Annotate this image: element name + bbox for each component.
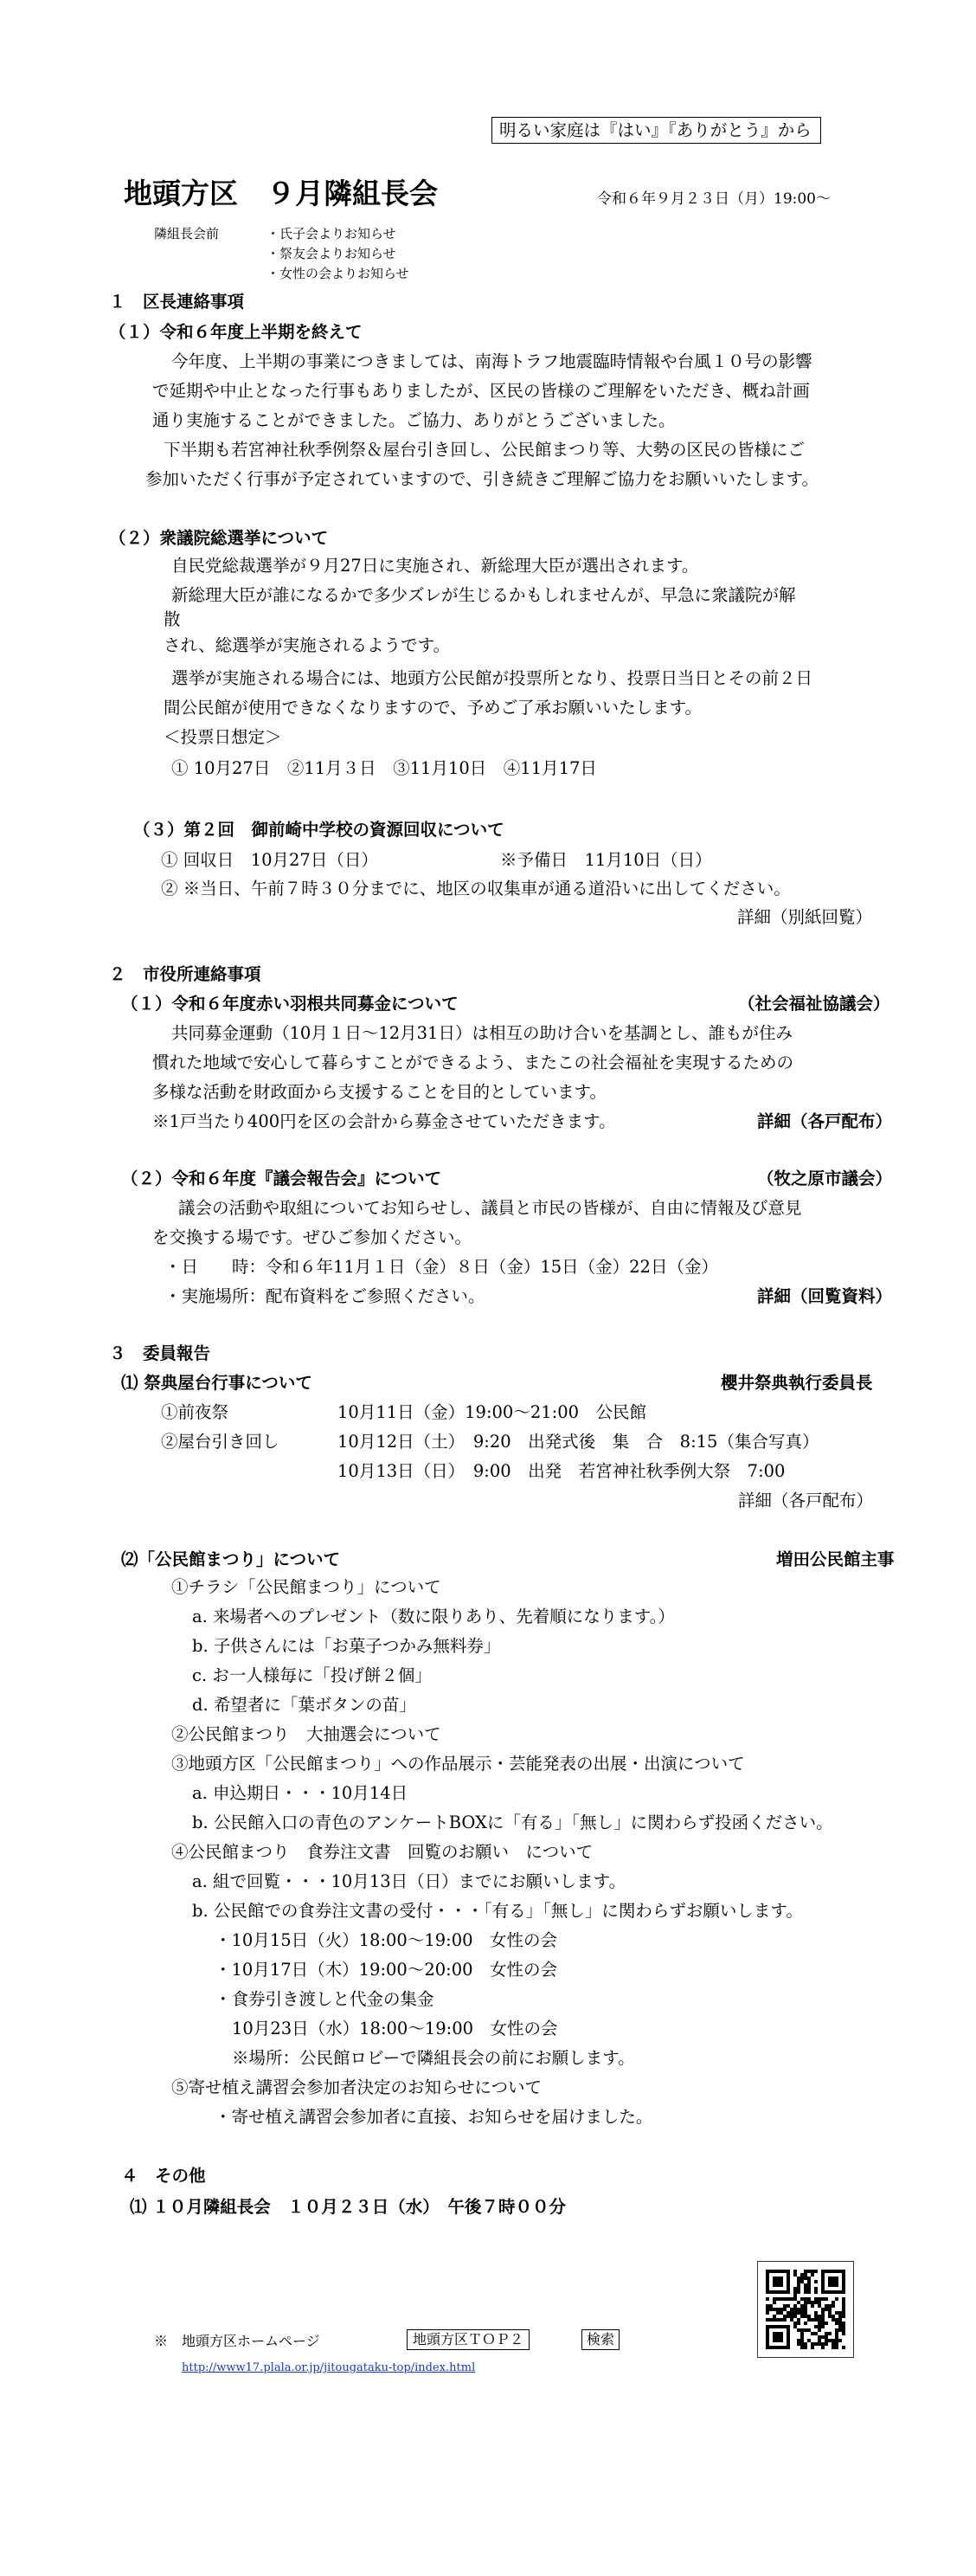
section-1-heading: １ 区長連絡事項 <box>109 292 245 312</box>
body-line: 通り実施することができました。ご協力、ありがとうございました。 <box>152 410 676 430</box>
page-title: 地頭方区 ９月隣組長会 <box>124 177 438 210</box>
section-1-3-title: （３）第２回 御前崎中学校の資源回収について <box>133 820 504 840</box>
body-line: 選挙が実施される場合には、地頭方公民館が投票所となり、投票日当日とその前２日 <box>171 668 813 688</box>
section-2-2-title: （２）令和６年度『議会報告会』について <box>121 1169 442 1188</box>
backup-date: ※予備日 11月10日（日） <box>500 850 712 870</box>
festival-item: ※場所：公民館ロビーで隣組長会の前にお願します。 <box>232 2048 635 2068</box>
qr-code <box>757 2261 854 2358</box>
section-2-2-org: （牧之原市議会） <box>757 1169 893 1188</box>
pre-meeting-item: ・女性の会よりお知らせ <box>266 266 409 281</box>
festival-item: ・10月17日（木）19:00～20:00 女性の会 <box>215 1960 558 1980</box>
body-line: され、総選挙が実施されるようです。 <box>164 635 451 655</box>
donation-note: ※1戸当たり400円を区の会計から募金させていただきます。 <box>152 1111 616 1131</box>
body-line: 新総理大臣が誰になるかで多少ズレが生じるかもしれませんが、早急に衆議院が解 <box>171 585 796 605</box>
body-line: 下半期も若宮神社秋季例祭＆屋台引き回し、公民館まつり等、大勢の区民の皆様にご <box>164 440 806 460</box>
detail-note: 詳細（各戸配布） <box>757 1111 893 1131</box>
body-line: を交換する場です。ぜひご参加ください。 <box>152 1227 472 1247</box>
festival-item: a. 来場者へのプレゼント（数に限りあり、先着順になります。） <box>192 1607 675 1626</box>
festival-item: a. 申込期日・・・10月14日 <box>192 1783 408 1803</box>
section-1-1-title: （１）令和６年度上半期を終えて <box>109 322 363 342</box>
section-3-2-org: 増田公民館主事 <box>776 1549 895 1569</box>
motto-text: 明るい家庭は『はい』『ありがとう』から <box>499 120 812 140</box>
meeting-date: 令和６年９月２３日（月）19:00～ <box>597 190 831 208</box>
festival-item: ④公民館まつり 食券注文書 回覧のお願い について <box>171 1842 594 1862</box>
section-2-1-org: （社会福祉協議会） <box>738 994 890 1014</box>
search-button[interactable] <box>581 2329 620 2350</box>
festival-item: ②公民館まつり 大抽選会について <box>171 1724 441 1744</box>
body-line: で延期や中止となった行事もありましたが、区民の皆様のご理解をいただき、概ね計画 <box>152 381 810 401</box>
search-keyword: 地頭方区ＴＯＰ２ <box>413 2331 524 2347</box>
schedule-label: ②屋台引き回し <box>161 1432 279 1452</box>
search-keyword-box[interactable] <box>407 2329 530 2350</box>
festival-item: b. 公民館入口の青色のアンケートBOXに「有る」「無し」に関わらず投函ください。 <box>192 1813 833 1832</box>
next-meeting: ⑴ １０月隣組長会 １０月２３日（水） 午後７時００分 <box>130 2197 567 2217</box>
section-4-heading: ４ その他 <box>121 2166 206 2186</box>
body-line: 自民党総裁選挙が９月27日に実施され、新総理大臣が選出されます。 <box>171 556 699 576</box>
festival-item: ⑤寄せ植え講習会参加者決定のお知らせについて <box>171 2077 543 2097</box>
pre-meeting-label: 隣組長会前 <box>154 226 220 242</box>
body-line: 参加いただく行事が予定されていますので、引き続きご理解ご協力をお願いいたします。 <box>145 469 819 489</box>
festival-item: a. 組で回覧・・・10月13日（日）までにお願いします。 <box>192 1871 626 1891</box>
motto-box <box>491 117 821 144</box>
body-line: ＜投票日想定＞ <box>164 727 282 747</box>
festival-item: c. お一人様毎に「投げ餅２個」 <box>192 1665 432 1685</box>
schedule-text: 10月13日（日） 9:00 出発 若宮神社秋季例大祭 7:00 <box>337 1461 786 1481</box>
schedule-text: 10月11日（金）19:00～21:00 公民館 <box>337 1402 647 1422</box>
homepage-label: ※ 地頭方区ホームページ <box>154 2333 320 2349</box>
festival-item: ①チラシ「公民館まつり」について <box>171 1577 441 1597</box>
body-line: 散 <box>164 609 181 629</box>
body-line: 今年度、上半期の事業につきましては、南海トラフ地震臨時情報や台風１０号の影響 <box>171 351 812 371</box>
body-line: 多様な活動を財政面から支援することを目的としています。 <box>152 1082 607 1102</box>
pre-meeting-item: ・祭友会よりお知らせ <box>266 246 396 261</box>
search-button-label: 検索 <box>587 2331 615 2347</box>
festival-item: 10月23日（水）18:00～19:00 女性の会 <box>232 2019 558 2038</box>
festival-item: ・寄せ植え講習会参加者に直接、お知らせを届けました。 <box>215 2107 653 2127</box>
festival-item: ③地頭方区「公民館まつり」への作品展示・芸能発表の出展・出演について <box>171 1754 745 1774</box>
section-3-1-title: ⑴ 祭典屋台行事について <box>121 1373 312 1393</box>
report-dates: ・日 時：令和６年11月１日（金）８日（金）15日（金）22日（金） <box>164 1257 718 1277</box>
body-line: 共同募金運動（10月１日～12月31日）は相互の助け合いを基調とし、誰もが住み <box>171 1023 793 1043</box>
section-2-heading: ２ 市役所連絡事項 <box>109 964 261 984</box>
section-3-1-org: 櫻井祭典執行委員長 <box>721 1373 873 1393</box>
detail-note: 詳細（別紙回覧） <box>737 907 873 927</box>
festival-item: d. 希望者に「葉ボタンの苗」 <box>192 1695 416 1715</box>
detail-note: 詳細（回覧資料） <box>757 1286 893 1306</box>
body-line: 慣れた地域で安心して暮らすことができるよう、またこの社会福祉を実現するための <box>152 1053 794 1072</box>
detail-note: 詳細（各戸配布） <box>738 1491 874 1510</box>
pre-meeting-item: ・氏子会よりお知らせ <box>266 226 396 242</box>
homepage-link[interactable]: http://www17.plala.or.jp/jitougataku-top/index.html <box>182 2361 476 2374</box>
body-line: 議会の活動や取組についてお知らせし、議員と市民の皆様が、自由に情報及び意見 <box>178 1198 802 1218</box>
section-1-2-title: （２）衆議院総選挙について <box>109 528 329 548</box>
festival-item: ・10月15日（火）18:00～19:00 女性の会 <box>215 1930 558 1950</box>
festival-item: b. 子供さんには「お菓子つかみ無料券」 <box>192 1636 501 1656</box>
section-3-heading: ３ 委員報告 <box>109 1343 211 1363</box>
schedule-text: 10月12日（土） 9:20 出発式後 集 合 8:15（集合写真） <box>337 1432 819 1452</box>
section-3-2-title: ⑵「公民館まつり」について <box>121 1549 341 1569</box>
vote-dates: ① 10月27日 ②11月３日 ③11月10日 ④11月17日 <box>171 758 597 778</box>
collection-note: ② ※当日、午前７時３０分までに、地区の収集車が通る道沿いに出してください。 <box>161 879 791 898</box>
body-line: 間公民館が使用できなくなりますので、予めご了承お願いいたします。 <box>164 698 703 718</box>
festival-item: ・食券引き渡しと代金の集金 <box>215 1989 434 2009</box>
festival-item: b. 公民館での食券注文書の受付・・・「有る」「無し」に関わらずお願いします。 <box>192 1901 803 1921</box>
section-2-1-title: （１）令和６年度赤い羽根共同募金について <box>121 994 459 1014</box>
report-place: ・実施場所：配布資料をご参照ください。 <box>164 1286 485 1306</box>
collection-date: ① 回収日 10月27日（日） <box>161 850 378 870</box>
schedule-label: ①前夜祭 <box>161 1402 229 1422</box>
